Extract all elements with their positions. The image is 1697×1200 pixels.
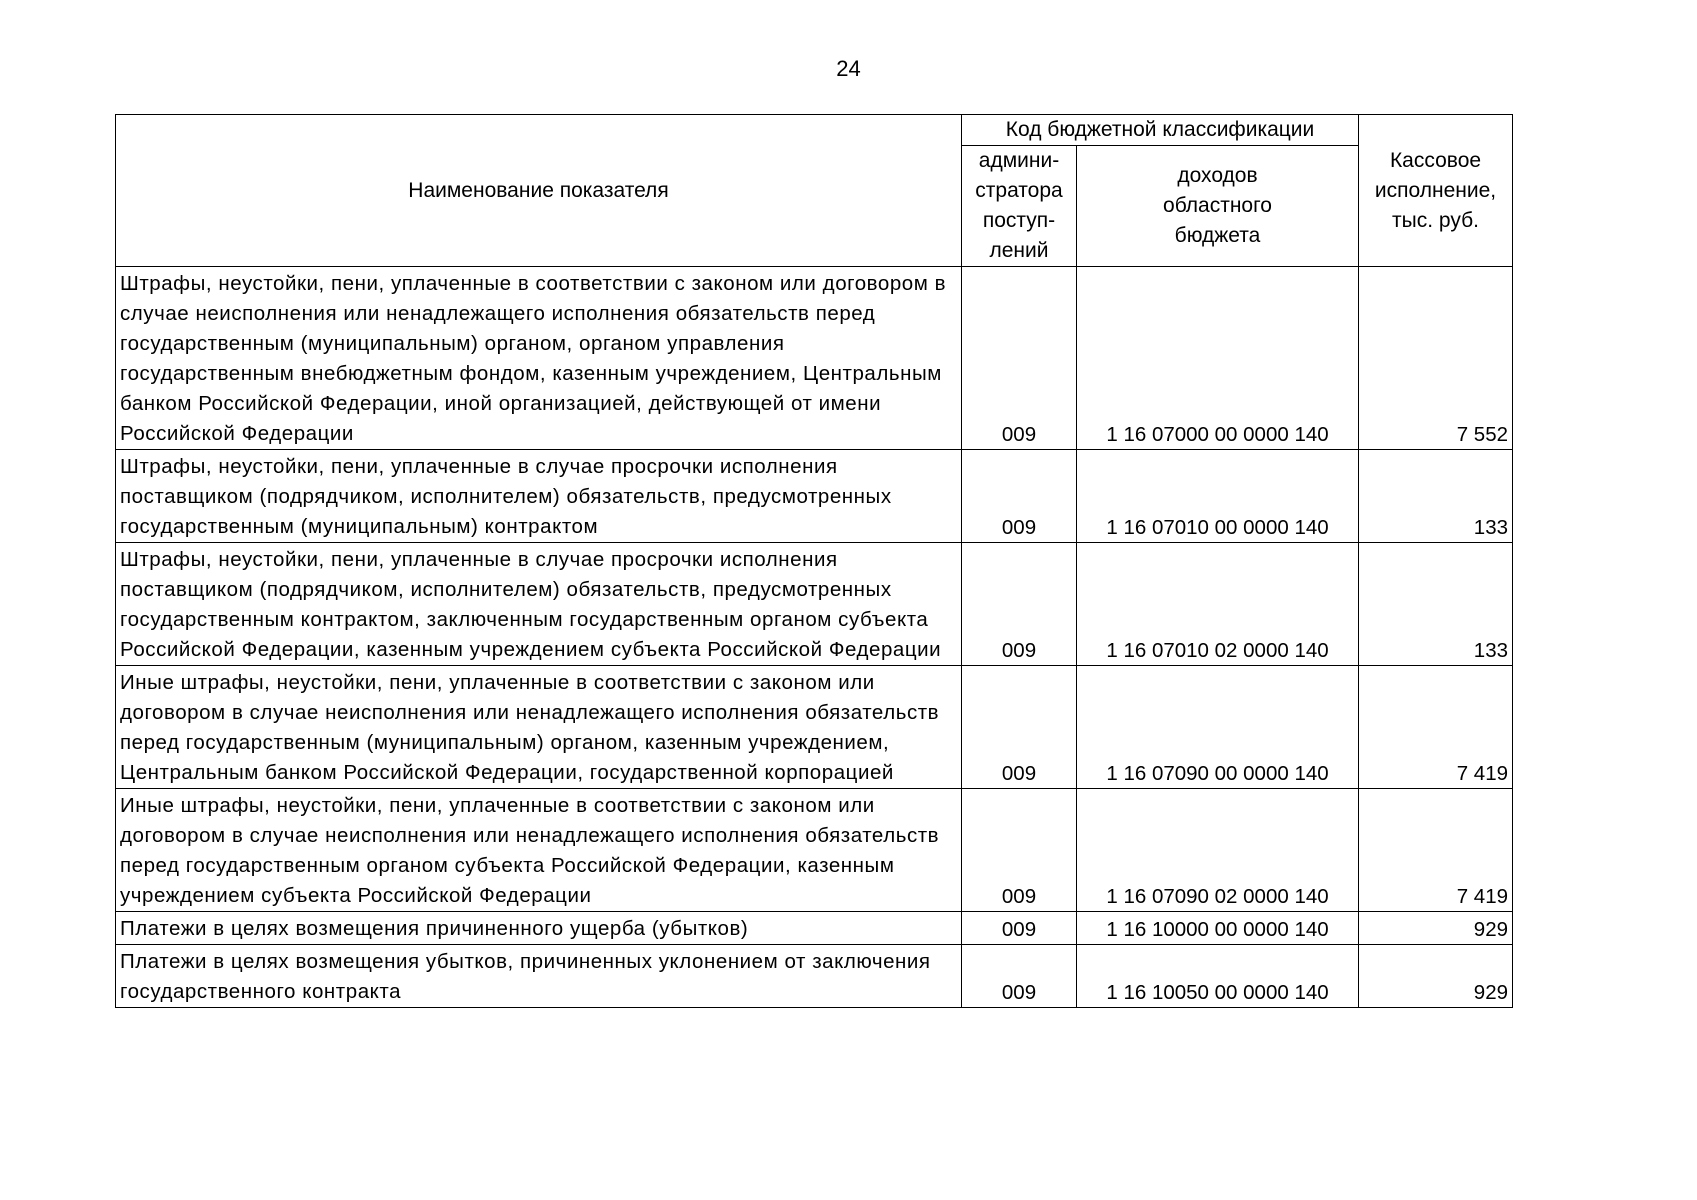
row-name: Платежи в целях возмещения причиненного ущерба (убытков): [116, 912, 962, 945]
table-row: [116, 789, 1513, 912]
row-admin-code: 009: [962, 267, 1077, 450]
row-name: Иные штрафы, неустойки, пени, уплаченные в соответствии с законом или договором в случае неисполнения или ненадлежащего исполнения обязательств перед государственным (муниципальным) органом, казенным учреждением, Центральным банком Российской Федерации, государственной корпорацией: [116, 666, 962, 789]
row-revenue-code: 1 16 07090 00 0000 140: [1077, 666, 1359, 789]
table-row: [116, 666, 1513, 789]
header-name: Наименование показателя: [116, 115, 962, 267]
row-admin-code: 009: [962, 945, 1077, 1008]
row-amount: 133: [1359, 450, 1513, 543]
row-revenue-code: 1 16 07000 00 0000 140: [1077, 267, 1359, 450]
row-admin-code: 009: [962, 543, 1077, 666]
header-amount-label: Кассовое исполнение, тыс. руб.: [1374, 148, 1497, 232]
header-admin: [962, 146, 1077, 267]
row-amount: 7 419: [1359, 789, 1513, 912]
page-number: 24: [836, 56, 861, 81]
table-row: [116, 912, 1513, 945]
row-revenue-code: 1 16 07010 02 0000 140: [1077, 543, 1359, 666]
header-revenue: [1077, 146, 1359, 267]
row-name: Штрафы, неустойки, пени, уплаченные в случае просрочки исполнения поставщиком (подрядчиком, исполнителем) обязательств, предусмотренных государственным контрактом, заключенным государственным органом субъекта Российской Федерации, казенным учреждением субъекта Российской Федерации: [116, 543, 962, 666]
table-row: [116, 945, 1513, 1008]
header-revenue-label: доходов областного бюджета: [1163, 164, 1272, 247]
row-revenue-code: 1 16 10000 00 0000 140: [1077, 912, 1359, 945]
row-admin-code: 009: [962, 789, 1077, 912]
row-admin-code: 009: [962, 666, 1077, 789]
table-row: [116, 450, 1513, 543]
row-admin-code: 009: [962, 450, 1077, 543]
row-revenue-code: 1 16 07090 02 0000 140: [1077, 789, 1359, 912]
table-header: [116, 115, 1513, 267]
row-amount: 133: [1359, 543, 1513, 666]
table-body: [116, 267, 1513, 1008]
header-code-group: Код бюджетной классификации: [962, 115, 1359, 146]
row-amount: 929: [1359, 945, 1513, 1008]
header-admin-label: админи- стратора поступ- лений: [975, 149, 1063, 262]
table-row: [116, 543, 1513, 666]
row-revenue-code: 1 16 10050 00 0000 140: [1077, 945, 1359, 1008]
table-row: [116, 267, 1513, 450]
row-amount: 7 552: [1359, 267, 1513, 450]
row-admin-code: 009: [962, 912, 1077, 945]
row-name: Штрафы, неустойки, пени, уплаченные в случае просрочки исполнения поставщиком (подрядчиком, исполнителем) обязательств, предусмотренных государственным (муниципальным) контрактом: [116, 450, 962, 543]
row-name: Платежи в целях возмещения убытков, причиненных уклонением от заключения государственного контракта: [116, 945, 962, 1008]
row-revenue-code: 1 16 07010 00 0000 140: [1077, 450, 1359, 543]
row-amount: 929: [1359, 912, 1513, 945]
row-name: Иные штрафы, неустойки, пени, уплаченные в соответствии с законом или договором в случае неисполнения или ненадлежащего исполнения обязательств перед государственным органом субъекта Российской Федерации, казенным учреждением субъекта Российской Федерации: [116, 789, 962, 912]
row-name: Штрафы, неустойки, пени, уплаченные в соответствии с законом или договором в случае неисполнения или ненадлежащего исполнения обязательств перед государственным (муниципальным) органом, органом управления государственным внебюджетным фондом, казенным учреждением, Центральным банком Российской Федерации, иной организацией, действующей от имени Российской Федерации: [116, 267, 962, 450]
row-amount: 7 419: [1359, 666, 1513, 789]
revenue-table: [115, 114, 1513, 1008]
header-amount: [1359, 115, 1513, 267]
